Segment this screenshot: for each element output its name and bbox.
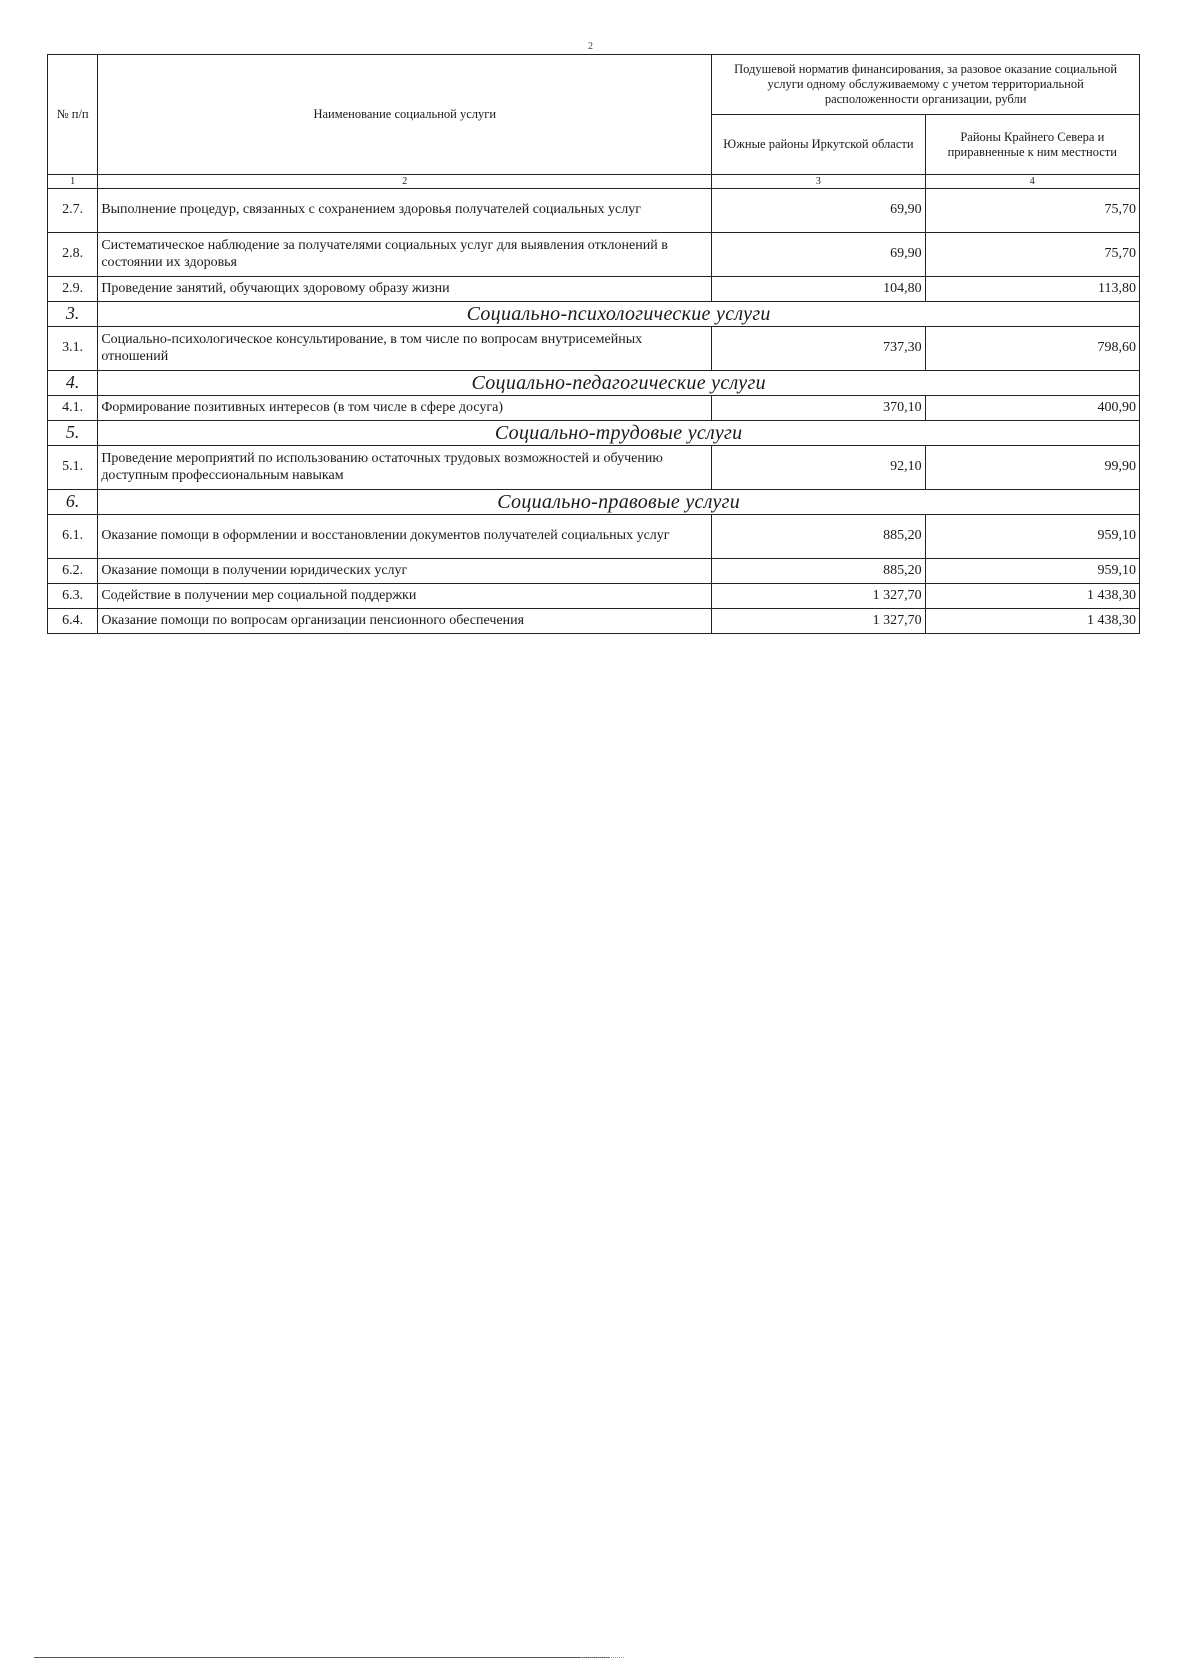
service-name: Оказание помощи в оформлении и восстановлении документов получателей социальных услуг <box>98 515 712 559</box>
south-value: 92,10 <box>712 446 925 490</box>
row-number: 6.3. <box>48 584 98 609</box>
table-row <box>48 609 1140 634</box>
row-number: 6.2. <box>48 559 98 584</box>
south-value: 370,10 <box>712 396 925 421</box>
header-south: Южные районы Иркутской области <box>712 115 925 175</box>
service-name: Оказание помощи по вопросам организации пенсионного обеспечения <box>98 609 712 634</box>
bottom-divider <box>34 1657 610 1658</box>
bottom-divider-tail <box>580 1657 624 1658</box>
service-name: Систематическое наблюдение за получателями социальных услуг для выявления отклонений в состоянии их здоровья <box>98 233 712 277</box>
section-title: Социально-педагогические услуги <box>98 371 1140 396</box>
table-header <box>48 55 1140 189</box>
north-value: 1 438,30 <box>925 609 1139 634</box>
south-value: 885,20 <box>712 559 925 584</box>
section-title: Социально-правовые услуги <box>98 490 1140 515</box>
north-value: 113,80 <box>925 277 1139 302</box>
service-name: Оказание помощи в получении юридических услуг <box>98 559 712 584</box>
north-value: 400,90 <box>925 396 1139 421</box>
north-value: 959,10 <box>925 559 1139 584</box>
financing-norms-table <box>47 54 1140 634</box>
section-row <box>48 421 1140 446</box>
table-row <box>48 559 1140 584</box>
row-number: 3.1. <box>48 327 98 371</box>
header-north: Районы Крайнего Севера и приравненные к ним местности <box>925 115 1139 175</box>
north-value: 798,60 <box>925 327 1139 371</box>
section-number: 6. <box>48 490 98 515</box>
section-row <box>48 302 1140 327</box>
table-row <box>48 396 1140 421</box>
section-title: Социально-психологические услуги <box>98 302 1140 327</box>
page-number: 2 <box>588 41 593 52</box>
service-name: Содействие в получении мер социальной поддержки <box>98 584 712 609</box>
north-value: 99,90 <box>925 446 1139 490</box>
service-name: Выполнение процедур, связанных с сохранением здоровья получателей социальных услуг <box>98 189 712 233</box>
north-value: 959,10 <box>925 515 1139 559</box>
row-number: 2.7. <box>48 189 98 233</box>
north-value: 75,70 <box>925 233 1139 277</box>
column-index-row <box>48 175 1140 189</box>
south-value: 737,30 <box>712 327 925 371</box>
table-row <box>48 327 1140 371</box>
north-value: 75,70 <box>925 189 1139 233</box>
column-index: 4 <box>925 175 1139 189</box>
section-title: Социально-трудовые услуги <box>98 421 1140 446</box>
south-value: 1 327,70 <box>712 584 925 609</box>
section-number: 5. <box>48 421 98 446</box>
header-norm: Подушевой норматив финансирования, за разовое оказание социальной услуги одному обслуживаемому с учетом территориальной расположенности организации, рубли <box>712 55 1140 115</box>
service-name: Проведение занятий, обучающих здоровому образу жизни <box>98 277 712 302</box>
column-index: 3 <box>712 175 925 189</box>
header-name: Наименование социальной услуги <box>98 55 712 175</box>
table-row <box>48 277 1140 302</box>
row-number: 4.1. <box>48 396 98 421</box>
column-index: 2 <box>98 175 712 189</box>
row-number: 2.8. <box>48 233 98 277</box>
table-row <box>48 584 1140 609</box>
table-row <box>48 446 1140 490</box>
row-number: 6.4. <box>48 609 98 634</box>
table-body <box>48 189 1140 634</box>
service-name: Проведение мероприятий по использованию остаточных трудовых возможностей и обучению доступным профессиональным навыкам <box>98 446 712 490</box>
section-row <box>48 371 1140 396</box>
row-number: 2.9. <box>48 277 98 302</box>
header-num: № п/п <box>48 55 98 175</box>
section-number: 4. <box>48 371 98 396</box>
service-name: Формирование позитивных интересов (в том числе в сфере досуга) <box>98 396 712 421</box>
south-value: 1 327,70 <box>712 609 925 634</box>
row-number: 5.1. <box>48 446 98 490</box>
table-row <box>48 189 1140 233</box>
service-name: Социально-психологическое консультирование, в том числе по вопросам внутрисемейных отношений <box>98 327 712 371</box>
section-row <box>48 490 1140 515</box>
section-number: 3. <box>48 302 98 327</box>
table-row <box>48 515 1140 559</box>
south-value: 69,90 <box>712 233 925 277</box>
table-row <box>48 233 1140 277</box>
north-value: 1 438,30 <box>925 584 1139 609</box>
column-index: 1 <box>48 175 98 189</box>
south-value: 104,80 <box>712 277 925 302</box>
south-value: 69,90 <box>712 189 925 233</box>
row-number: 6.1. <box>48 515 98 559</box>
south-value: 885,20 <box>712 515 925 559</box>
